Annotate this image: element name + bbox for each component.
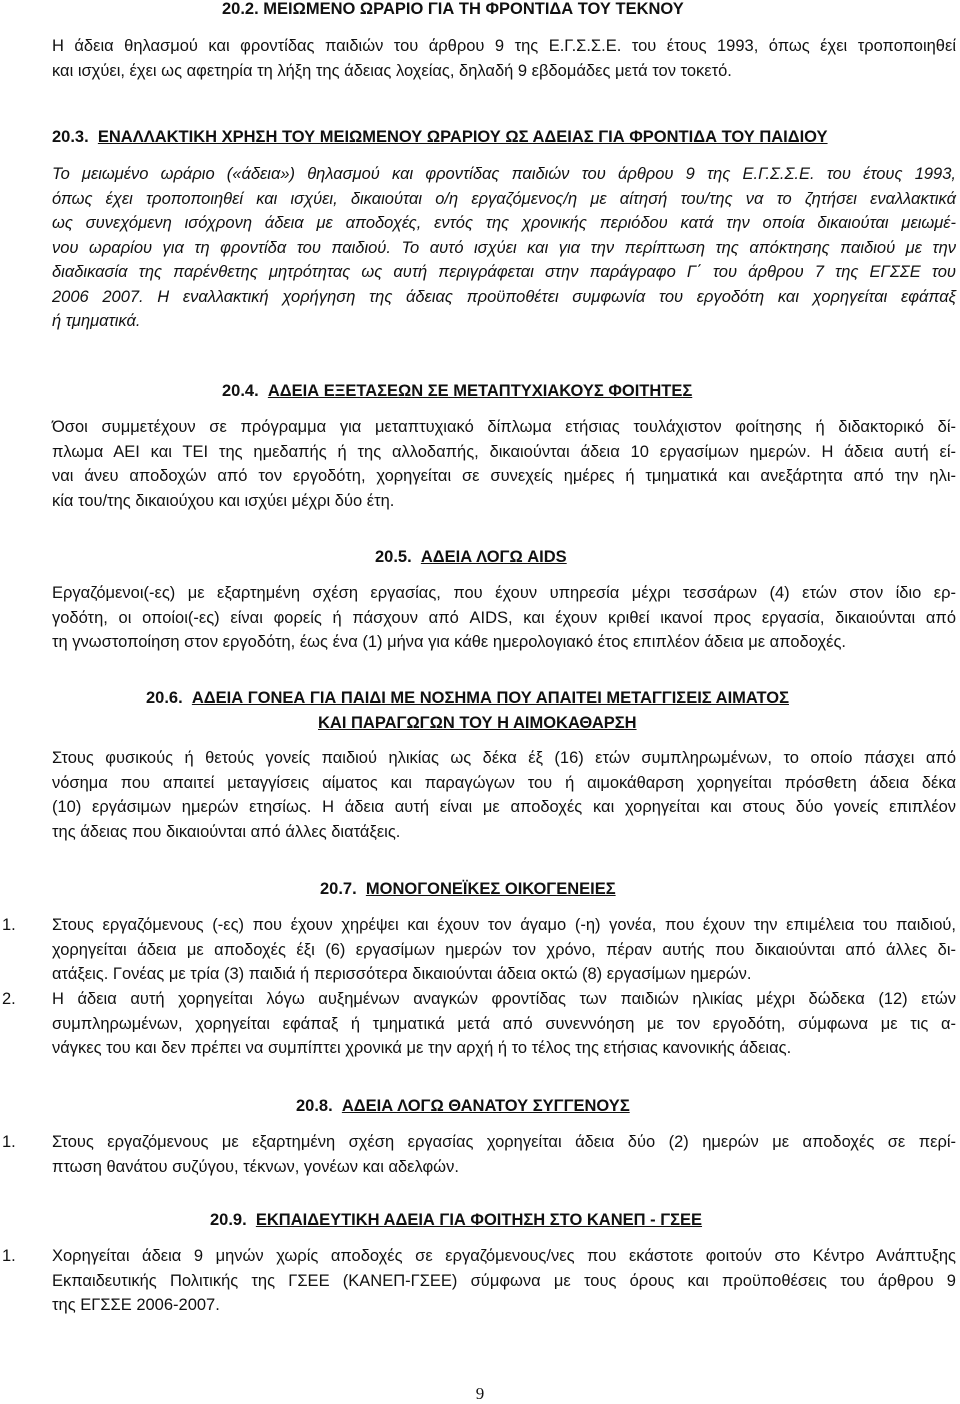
- section-heading-20-4: [222, 382, 692, 401]
- section-title: ΕΝΑΛΛΑΚΤΙΚΗ ΧΡΗΣΗ ΤΟΥ ΜΕΙΩΜΕΝΟΥ ΩΡΑΡΙΟΥ ΩΣ ΑΔΕΙΑΣ ΓΙΑ ΦΡΟΝΤΙΔΑ ΤΟΥ ΠΑΙΔΙΟΥ: [97, 128, 828, 146]
- section-number: 20.9.: [210, 1211, 247, 1229]
- text-line: διαδικασία της παρένθετης μητρότητας ως αυτή περιγράφεται στην παράγραφο Γ΄ του άρθρου 7 της ΕΓΣΣΕ του: [52, 263, 956, 281]
- list-number: 1.: [2, 1247, 16, 1265]
- text-line: της άδειας που δικαιούνται από άλλες διατάξεις.: [52, 822, 401, 841]
- text-line: Χορηγείται άδεια 9 μηνών χωρίς αποδοχές σε εργαζόμενους/νες που εκάστοτε φοιτούν στο Κέντρο Ανάπτυξης: [52, 1247, 956, 1265]
- section-body-20-5: [52, 581, 956, 655]
- text-line: 2006 2007. Η εναλλακτική χορήγηση της άδειας προϋποθέτει συμφωνία του εργοδότη και χορηγείται εφάπαξ: [52, 287, 956, 306]
- section-heading-20-3: [52, 128, 828, 147]
- text-line: Εργαζόμενοι(-ες) με εξαρτημένη σχέση εργασίας, που έχουν υπηρεσία μέχρι τεσσάρων (4) ετών στον ίδιο ερ-: [52, 584, 956, 602]
- text-line: (10) εργάσιμων ημερών ετησίως. Η άδεια αυτή είναι με αποδοχές και χορηγείται και στους δύο γονείς επιπλέον: [52, 798, 956, 816]
- text-line: ως συνεχόμενη ισόχρονη άδεια με αποδοχές, εντός της χρονικής περιόδου κατά την οποία δικαιούται μειωμέ-: [52, 214, 956, 232]
- section-title-line-2: ΚΑΙ ΠΑΡΑΓΩΓΩΝ ΤΟΥ Η ΑΙΜΟΚΑΘΑΡΣΗ: [318, 714, 637, 732]
- text-line: νάγκες του και δεν πρέπει να συμπίπτει χρονικά με την αρχή ή το τέλος της ετήσιας κανονικής άδειας.: [52, 1039, 792, 1057]
- text-line: και ισχύει, έχει ως αφετηρία τη λήξη της άδειας λοχείας, δηλαδή 9 εβδομάδες μετά τον τοκετό.: [52, 61, 732, 80]
- text-line: ή τμηματικά.: [52, 312, 141, 330]
- section-heading-20-8: [296, 1097, 630, 1116]
- text-line: πλωμα ΑΕΙ και ΤΕΙ της ημεδαπής ή της αλλοδαπής, δικαιούνται άδεια 10 εργασίμων ημερών. Η άδεια αυτή εί-: [52, 442, 956, 461]
- section-title: ΜΟΝΟΓΟΝΕΪΚΕΣ ΟΙΚΟΓΕΝΕΙΕΣ: [365, 880, 616, 898]
- section-body-20-3: [52, 162, 956, 334]
- section-heading-20-2: 20.2. ΜΕΙΩΜΕΝΟ ΩΡΑΡΙΟ ΓΙΑ ΤΗ ΦΡΟΝΤΙΔΑ ΤΟΥ ΤΕΚΝΟΥ: [222, 0, 684, 18]
- text-line: συμπληρωμένων, χορηγείται εφάπαξ ή τμηματικά μετά από συνεννόηση με τον εργοδότη, σύμφωνα με τις α-: [52, 1014, 956, 1033]
- page-number: 9: [475, 1384, 485, 1403]
- section-number: 20.8.: [296, 1097, 333, 1115]
- section-title: ΑΔΕΙΑ ΛΟΓΩ ΘΑΝΑΤΟΥ ΣΥΓΓΕΝΟΥΣ: [341, 1097, 630, 1115]
- list-number: 1.: [2, 916, 16, 934]
- section-title: ΑΔΕΙΑ ΛΟΓΩ AIDS: [420, 548, 567, 566]
- section-body-20-2: [52, 34, 956, 83]
- text-line: της ΕΓΣΣΕ 2006-2007.: [52, 1296, 220, 1314]
- text-line: πτωση θανάτου συζύγου, τέκνων, γονέων και αδελφών.: [52, 1157, 459, 1176]
- text-line: Στους φυσικούς ή θετούς γονείς παιδιού ηλικίας ως δέκα έξ (16) ετών συμπληρωμένων, το οποίο πάσχει από: [52, 749, 956, 767]
- text-line: γοδότη, οι οποίοι(-ες) είναι φορείς ή πάσχουν από AIDS, και έχουν κριθεί ικανοί προς εργασία, δικαιούνται από: [52, 608, 956, 627]
- text-line: όπως έχει τροποποιηθεί και ισχύει, δικαιούται ο/η εργαζόμενος/η με αίτησή του/της να το ζητήσει εναλλακτικά: [52, 189, 956, 208]
- text-line: Στους εργαζόμενους (-ες) που έχουν χηρέψει και έχουν τον άγαμο (-η) γονέα, που έχουν την επιμέλεια του παιδιού,: [52, 916, 956, 934]
- list-item-20-9-1: [52, 1244, 956, 1318]
- text-line: νου ωραρίου για τη φροντίδα του παιδιού. Το αυτό ισχύει και για την περίπτωση της απόκτησης παιδιού με την: [52, 238, 956, 257]
- section-title: ΕΚΠΑΙΔΕΥΤΙΚΗ ΑΔΕΙΑ ΓΙΑ ΦΟΙΤΗΣΗ ΣΤΟ ΚΑΝΕΠ - ΓΣΕΕ: [255, 1211, 703, 1229]
- section-number: 20.4.: [222, 382, 259, 400]
- list-number: 2.: [2, 990, 16, 1008]
- section-heading-20-6: [146, 689, 789, 708]
- text-line: Η άδεια αυτή χορηγείται λόγω αυξημένων αναγκών φροντίδας των παιδιών ηλικίας μέχρι δώδεκα (12) ετών: [52, 990, 956, 1008]
- text-line: χορηγείται άδεια με αποδοχές έξι (6) εργασίμων ημερών τον χρόνο, πέραν αυτής που δικαιούνται από άλλες δι-: [52, 940, 956, 959]
- text-line: Στους εργαζόμενους με εξαρτημένη σχέση εργασίας χορηγείται άδεια δύο (2) ημερών με αποδοχές σε περί-: [52, 1133, 956, 1151]
- section-heading-20-9: [210, 1211, 702, 1230]
- text-line: Το μειωμένο ωράριο («άδεια») θηλασμού και φροντίδας παιδιών του άρθρου 9 της Ε.Γ.Σ.Σ.Ε. του έτους 1993,: [52, 165, 956, 183]
- text-line: κία του/της δικαιούχου και ισχύει μέχρι δύο έτη.: [52, 491, 395, 510]
- list-number: 1.: [2, 1133, 16, 1151]
- text-line: Εκπαιδευτικής Πολιτικής της ΓΣΕΕ (ΚΑΝΕΠ-ΓΣΕΕ) σύμφωνα με τους όρους και προϋποθέσεις του άρθρου 9: [52, 1271, 956, 1290]
- text-line: ατάξεις. Γονέας με τρία (3) παιδιά ή περισσότερα δικαιούνται άδεια οκτώ (8) εργασίμων ημερών.: [52, 965, 752, 983]
- section-number: 20.6.: [146, 689, 183, 707]
- section-title: ΑΔΕΙΑ ΕΞΕΤΑΣΕΩΝ ΣΕ ΜΕΤΑΠΤΥΧΙΑΚΟΥΣ ΦΟΙΤΗΤΕΣ: [267, 382, 693, 400]
- section-heading-20-7: [320, 880, 616, 899]
- section-heading-20-5: [375, 548, 567, 567]
- list-item-20-7-1: [52, 913, 956, 987]
- list-item-20-7-2: [52, 987, 956, 1061]
- text-line: Η άδεια θηλασμού και φροντίδας παιδιών του άρθρου 9 της Ε.Γ.Σ.Σ.Ε. του έτους 1993, όπως έχει τροποποιηθεί: [52, 37, 956, 55]
- section-heading-20-6-line-2: [318, 714, 637, 733]
- section-number: 20.5.: [375, 548, 412, 566]
- section-body-20-6: [52, 746, 956, 844]
- text-line: Όσοι συμμετέχουν σε πρόγραμμα για μεταπτυχιακό δίπλωμα ετήσιας τουλάχιστον φοίτησης ή διδακτορικό δί-: [52, 418, 956, 436]
- section-title-line-1: ΑΔΕΙΑ ΓΟΝΕΑ ΓΙΑ ΠΑΙΔΙ ΜΕ ΝΟΣΗΜΑ ΠΟΥ ΑΠΑΙΤΕΙ ΜΕΤΑΓΓΙΣΕΙΣ ΑΙΜΑΤΟΣ: [191, 689, 789, 707]
- list-item-20-8-1: [52, 1130, 956, 1179]
- section-number: 20.3.: [52, 128, 89, 146]
- section-body-20-4: [52, 415, 956, 513]
- text-line: ναι άνευ αποδοχών από τον εργοδότη, χορηγείται σε συνεχείς ημέρες ή τμηματικά και ανεξάρτητα από την ηλι-: [52, 467, 956, 485]
- text-line: τη γνωστοποίηση στον εργοδότη, έως ένα (1) μήνα για κάθε ημερολογιακό έτος επιπλέον άδεια με αποδοχές.: [52, 633, 847, 651]
- text-line: νόσημα που απαιτεί μεταγγίσεις αίματος και παραγώγων του ή αιμοκάθαρση χορηγείται πρόσθετη άδεια δέκα: [52, 773, 956, 792]
- section-number: 20.7.: [320, 880, 357, 898]
